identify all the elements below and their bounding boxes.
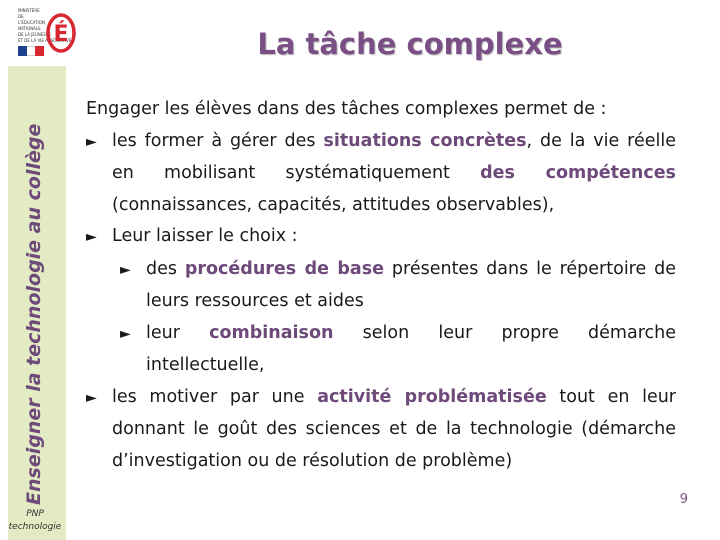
logo-line: DE	[18, 14, 24, 19]
bullet-arrow-icon: ►	[86, 389, 97, 406]
bullet-text: , de la vie réelle en mobilisant systématiquement	[112, 130, 676, 183]
logo-letter: É	[53, 22, 69, 47]
bullet-arrow-icon: ►	[120, 261, 131, 278]
sub-bullet-1	[120, 254, 676, 318]
logo-text	[18, 8, 72, 44]
logo-line: DE LA JEUNESSE	[18, 32, 51, 37]
highlight: procédures de base	[184, 258, 385, 279]
ministry-logo	[12, 2, 76, 60]
bullet-text: (connaissances, capacités, attitudes observables),	[112, 194, 555, 215]
slide-title: La tâche complexe	[257, 27, 563, 61]
bullet-text: les motiver par une	[112, 386, 318, 407]
intro-text: Engager les élèves dans des tâches complexes permet de :	[86, 99, 607, 119]
side-title: Enseigner la technologie au collège	[23, 123, 45, 505]
bullet-arrow-icon: ►	[86, 133, 97, 150]
logo-line: L'ÉDUCATION	[18, 20, 45, 25]
bullet-arrow-icon: ►	[86, 229, 97, 245]
bullet-2	[86, 221, 676, 254]
bullet-text: présentes dans le répertoire de leurs ressources et aides	[146, 258, 677, 311]
highlight: des compétences	[480, 163, 676, 183]
footer-label: PNP technologie	[8, 509, 62, 532]
bullet-text: selon leur propre démarche intellectuelle,	[146, 322, 676, 375]
bullet-arrow-icon: ►	[120, 325, 131, 342]
french-flag-icon	[18, 46, 44, 56]
sub-bullet-2	[120, 318, 676, 382]
bullet-3	[86, 382, 676, 478]
bullet-text: des	[146, 258, 185, 279]
logo-line: MINISTÈRE	[18, 8, 40, 13]
logo-e-icon	[46, 4, 76, 54]
bullet-1	[86, 126, 676, 222]
slide-body	[86, 94, 676, 477]
bullet-text: leur	[146, 322, 210, 343]
highlight: situations concrètes	[323, 130, 527, 151]
bullet-text: Leur laisser le choix :	[112, 226, 298, 246]
logo-line: ET DE LA VIE ASSOCIATIVE	[18, 38, 72, 43]
page-number: 9	[679, 492, 688, 507]
bullet-text: les former à gérer des	[112, 130, 324, 151]
highlight: activité problématisée	[317, 386, 547, 407]
bullet-text: tout en leur donnant le goût des sciences et de la technologie (démarche d’investigation ou de résolution de problème)	[112, 386, 677, 471]
logo-line: NATIONALE	[18, 26, 41, 31]
highlight: combinaison	[209, 322, 334, 343]
